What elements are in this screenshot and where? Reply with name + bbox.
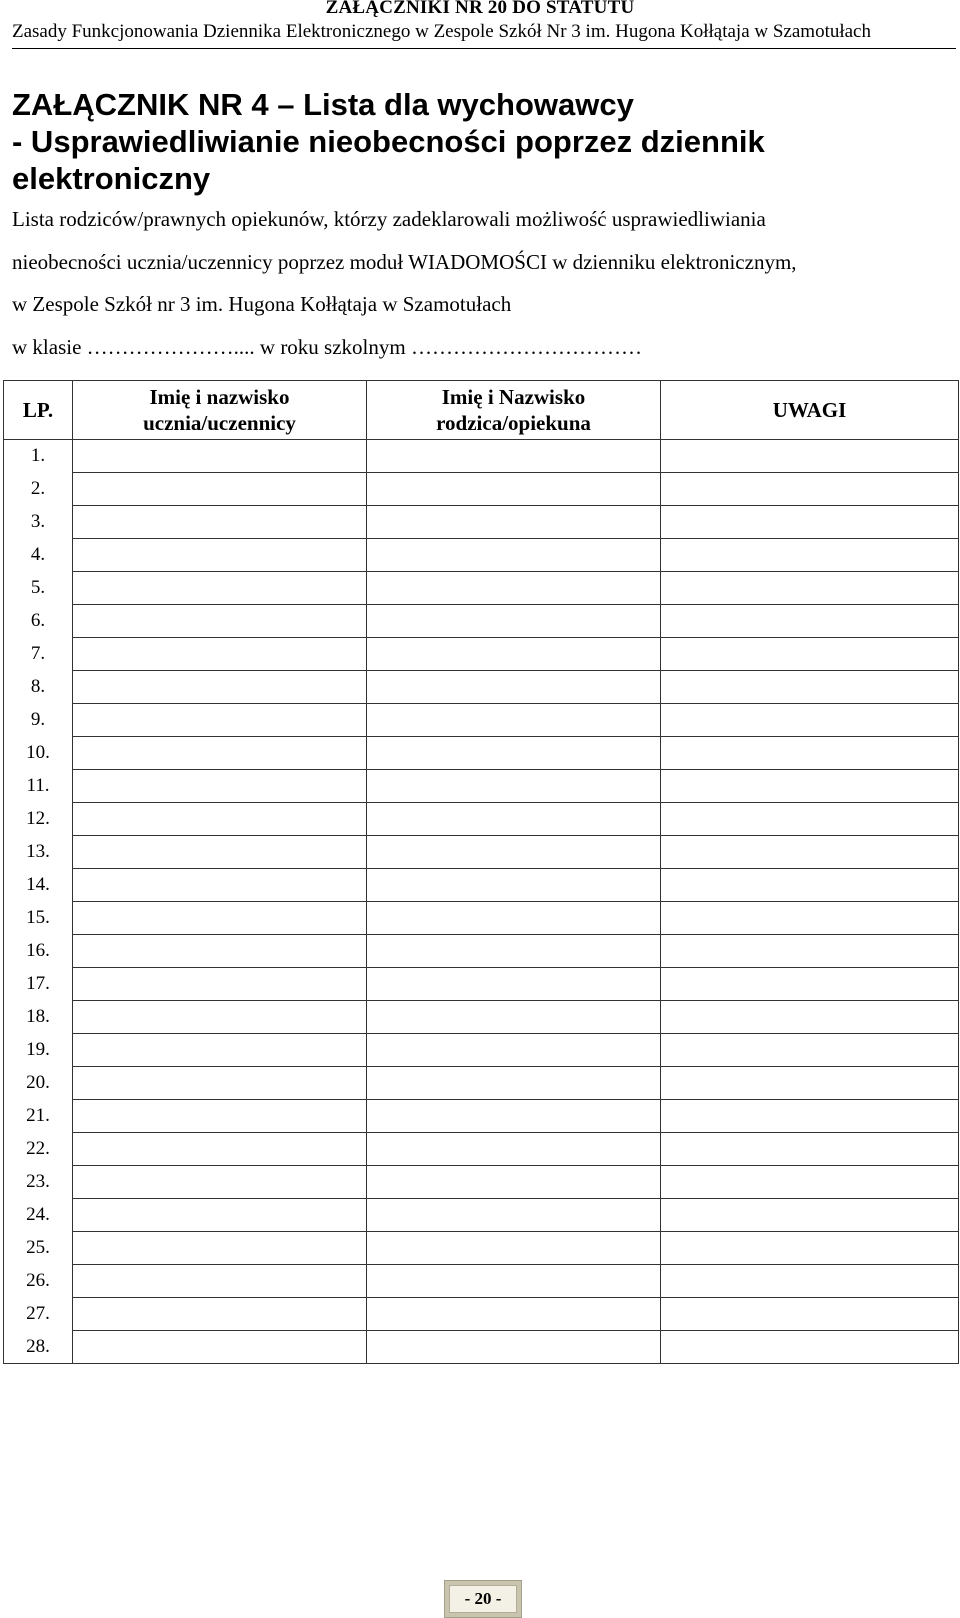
- table-row: [4, 572, 959, 605]
- header-lp: LP.: [4, 381, 73, 440]
- header-parent-line-2: rodzica/opiekuna: [436, 411, 591, 435]
- row-number: 4.: [4, 539, 73, 572]
- row-number: 12.: [4, 803, 73, 836]
- title-line-3: elektroniczny: [12, 161, 211, 196]
- row-number: 2.: [4, 473, 73, 506]
- header-notes: UWAGI: [661, 381, 959, 440]
- table-row: [4, 1100, 959, 1133]
- table-row: [4, 605, 959, 638]
- row-number: 18.: [4, 1001, 73, 1034]
- parent-name-cell: [367, 440, 661, 473]
- student-name-cell: [73, 1100, 367, 1133]
- header-divider: [12, 48, 956, 49]
- parent-name-cell: [367, 506, 661, 539]
- parent-name-cell: [367, 1232, 661, 1265]
- table-row: [4, 869, 959, 902]
- student-name-cell: [73, 737, 367, 770]
- page-title: [12, 86, 912, 197]
- parent-name-cell: [367, 1298, 661, 1331]
- row-number: 21.: [4, 1100, 73, 1133]
- student-name-cell: [73, 1331, 367, 1364]
- student-name-cell: [73, 1298, 367, 1331]
- student-name-cell: [73, 638, 367, 671]
- student-name-cell: [73, 572, 367, 605]
- student-name-cell: [73, 1034, 367, 1067]
- row-number: 13.: [4, 836, 73, 869]
- parent-name-cell: [367, 605, 661, 638]
- parent-name-cell: [367, 902, 661, 935]
- parent-name-cell: [367, 737, 661, 770]
- table-row: [4, 770, 959, 803]
- table-row: [4, 473, 959, 506]
- table-row: [4, 1133, 959, 1166]
- table-row: [4, 539, 959, 572]
- parents-list-table-wrapper: [3, 380, 958, 1364]
- notes-cell: [661, 968, 959, 1001]
- notes-cell: [661, 473, 959, 506]
- notes-cell: [661, 836, 959, 869]
- notes-cell: [661, 539, 959, 572]
- row-number: 23.: [4, 1166, 73, 1199]
- table-row: [4, 1331, 959, 1364]
- table-row: [4, 902, 959, 935]
- parent-name-cell: [367, 638, 661, 671]
- notes-cell: [661, 671, 959, 704]
- notes-cell: [661, 1232, 959, 1265]
- parent-name-cell: [367, 473, 661, 506]
- intro-line-2: nieobecności ucznia/uczennicy poprzez moduł WIADOMOŚCI w dzienniku elektronicznym,: [12, 250, 797, 274]
- notes-cell: [661, 605, 959, 638]
- student-name-cell: [73, 968, 367, 1001]
- student-name-cell: [73, 704, 367, 737]
- student-name-cell: [73, 440, 367, 473]
- student-name-cell: [73, 770, 367, 803]
- student-name-cell: [73, 869, 367, 902]
- parent-name-cell: [367, 1100, 661, 1133]
- notes-cell: [661, 803, 959, 836]
- row-number: 11.: [4, 770, 73, 803]
- student-name-cell: [73, 671, 367, 704]
- student-name-cell: [73, 473, 367, 506]
- row-number: 17.: [4, 968, 73, 1001]
- row-number: 6.: [4, 605, 73, 638]
- notes-cell: [661, 506, 959, 539]
- parent-name-cell: [367, 803, 661, 836]
- parent-name-cell: [367, 704, 661, 737]
- table-row: [4, 638, 959, 671]
- student-name-cell: [73, 803, 367, 836]
- notes-cell: [661, 902, 959, 935]
- notes-cell: [661, 1331, 959, 1364]
- row-number: 25.: [4, 1232, 73, 1265]
- notes-cell: [661, 1265, 959, 1298]
- table-row: [4, 671, 959, 704]
- row-number: 16.: [4, 935, 73, 968]
- table-row: [4, 704, 959, 737]
- table-row: [4, 440, 959, 473]
- student-name-cell: [73, 1232, 367, 1265]
- parents-list-table: [3, 380, 959, 1364]
- student-name-cell: [73, 902, 367, 935]
- row-number: 26.: [4, 1265, 73, 1298]
- parent-name-cell: [367, 1067, 661, 1100]
- table-row: [4, 1265, 959, 1298]
- parent-name-cell: [367, 935, 661, 968]
- student-name-cell: [73, 605, 367, 638]
- notes-cell: [661, 1199, 959, 1232]
- title-line-1: ZAŁĄCZNIK NR 4 – Lista dla wychowawcy: [12, 87, 634, 122]
- notes-cell: [661, 440, 959, 473]
- parent-name-cell: [367, 1199, 661, 1232]
- notes-cell: [661, 1133, 959, 1166]
- row-number: 1.: [4, 440, 73, 473]
- table-row: [4, 836, 959, 869]
- header-parent-name: [367, 381, 661, 440]
- header-student-line-2: ucznia/uczennicy: [143, 411, 296, 435]
- table-row: [4, 1298, 959, 1331]
- parent-name-cell: [367, 968, 661, 1001]
- row-number: 27.: [4, 1298, 73, 1331]
- student-name-cell: [73, 539, 367, 572]
- parent-name-cell: [367, 869, 661, 902]
- table-row: [4, 968, 959, 1001]
- table-row: [4, 935, 959, 968]
- notes-cell: [661, 737, 959, 770]
- page-number: - 20 -: [449, 1585, 517, 1613]
- notes-cell: [661, 1298, 959, 1331]
- intro-line-1: Lista rodziców/prawnych opiekunów, którzy zadeklarowali możliwość usprawiedliwiania: [12, 207, 766, 231]
- parent-name-cell: [367, 1331, 661, 1364]
- title-line-2: - Usprawiedliwianie nieobecności poprzez dziennik: [12, 124, 765, 159]
- table-body: [4, 440, 959, 1364]
- student-name-cell: [73, 836, 367, 869]
- parent-name-cell: [367, 836, 661, 869]
- parent-name-cell: [367, 1001, 661, 1034]
- parent-name-cell: [367, 1265, 661, 1298]
- header-student-line-1: Imię i nazwisko: [149, 385, 290, 409]
- header-student-name: [73, 381, 367, 440]
- row-number: 22.: [4, 1133, 73, 1166]
- notes-cell: [661, 1166, 959, 1199]
- table-row: [4, 1199, 959, 1232]
- table-header-row: [4, 381, 959, 440]
- intro-line-3: w Zespole Szkół nr 3 im. Hugona Kołłątaja w Szamotułach: [12, 292, 512, 316]
- student-name-cell: [73, 935, 367, 968]
- student-name-cell: [73, 1265, 367, 1298]
- intro-line-class-year: w klasie ………………….... w roku szkolnym ……………………………: [12, 335, 642, 359]
- row-number: 10.: [4, 737, 73, 770]
- parent-name-cell: [367, 1034, 661, 1067]
- notes-cell: [661, 1067, 959, 1100]
- parent-name-cell: [367, 1166, 661, 1199]
- row-number: 3.: [4, 506, 73, 539]
- notes-cell: [661, 638, 959, 671]
- notes-cell: [661, 770, 959, 803]
- table-row: [4, 1001, 959, 1034]
- document-header-subtitle: Zasady Funkcjonowania Dziennika Elektronicznego w Zespole Szkół Nr 3 im. Hugona Kołłątaja w Szamotułach: [12, 21, 871, 42]
- parent-name-cell: [367, 671, 661, 704]
- table-row: [4, 737, 959, 770]
- notes-cell: [661, 1100, 959, 1133]
- table-row: [4, 1067, 959, 1100]
- row-number: 28.: [4, 1331, 73, 1364]
- parent-name-cell: [367, 770, 661, 803]
- parent-name-cell: [367, 1133, 661, 1166]
- row-number: 9.: [4, 704, 73, 737]
- table-row: [4, 1232, 959, 1265]
- student-name-cell: [73, 1133, 367, 1166]
- notes-cell: [661, 869, 959, 902]
- notes-cell: [661, 572, 959, 605]
- table-row: [4, 803, 959, 836]
- row-number: 24.: [4, 1199, 73, 1232]
- student-name-cell: [73, 1067, 367, 1100]
- table-row: [4, 1034, 959, 1067]
- student-name-cell: [73, 506, 367, 539]
- row-number: 15.: [4, 902, 73, 935]
- row-number: 8.: [4, 671, 73, 704]
- notes-cell: [661, 935, 959, 968]
- document-header-title: ZAŁĄCZNIKI NR 20 DO STATUTU: [325, 0, 635, 18]
- row-number: 19.: [4, 1034, 73, 1067]
- notes-cell: [661, 704, 959, 737]
- parent-name-cell: [367, 572, 661, 605]
- table-row: [4, 1166, 959, 1199]
- row-number: 5.: [4, 572, 73, 605]
- student-name-cell: [73, 1166, 367, 1199]
- notes-cell: [661, 1001, 959, 1034]
- notes-cell: [661, 1034, 959, 1067]
- parent-name-cell: [367, 539, 661, 572]
- row-number: 14.: [4, 869, 73, 902]
- row-number: 7.: [4, 638, 73, 671]
- header-parent-line-1: Imię i Nazwisko: [441, 385, 586, 409]
- table-row: [4, 506, 959, 539]
- student-name-cell: [73, 1199, 367, 1232]
- page-number-box: [444, 1580, 522, 1618]
- student-name-cell: [73, 1001, 367, 1034]
- row-number: 20.: [4, 1067, 73, 1100]
